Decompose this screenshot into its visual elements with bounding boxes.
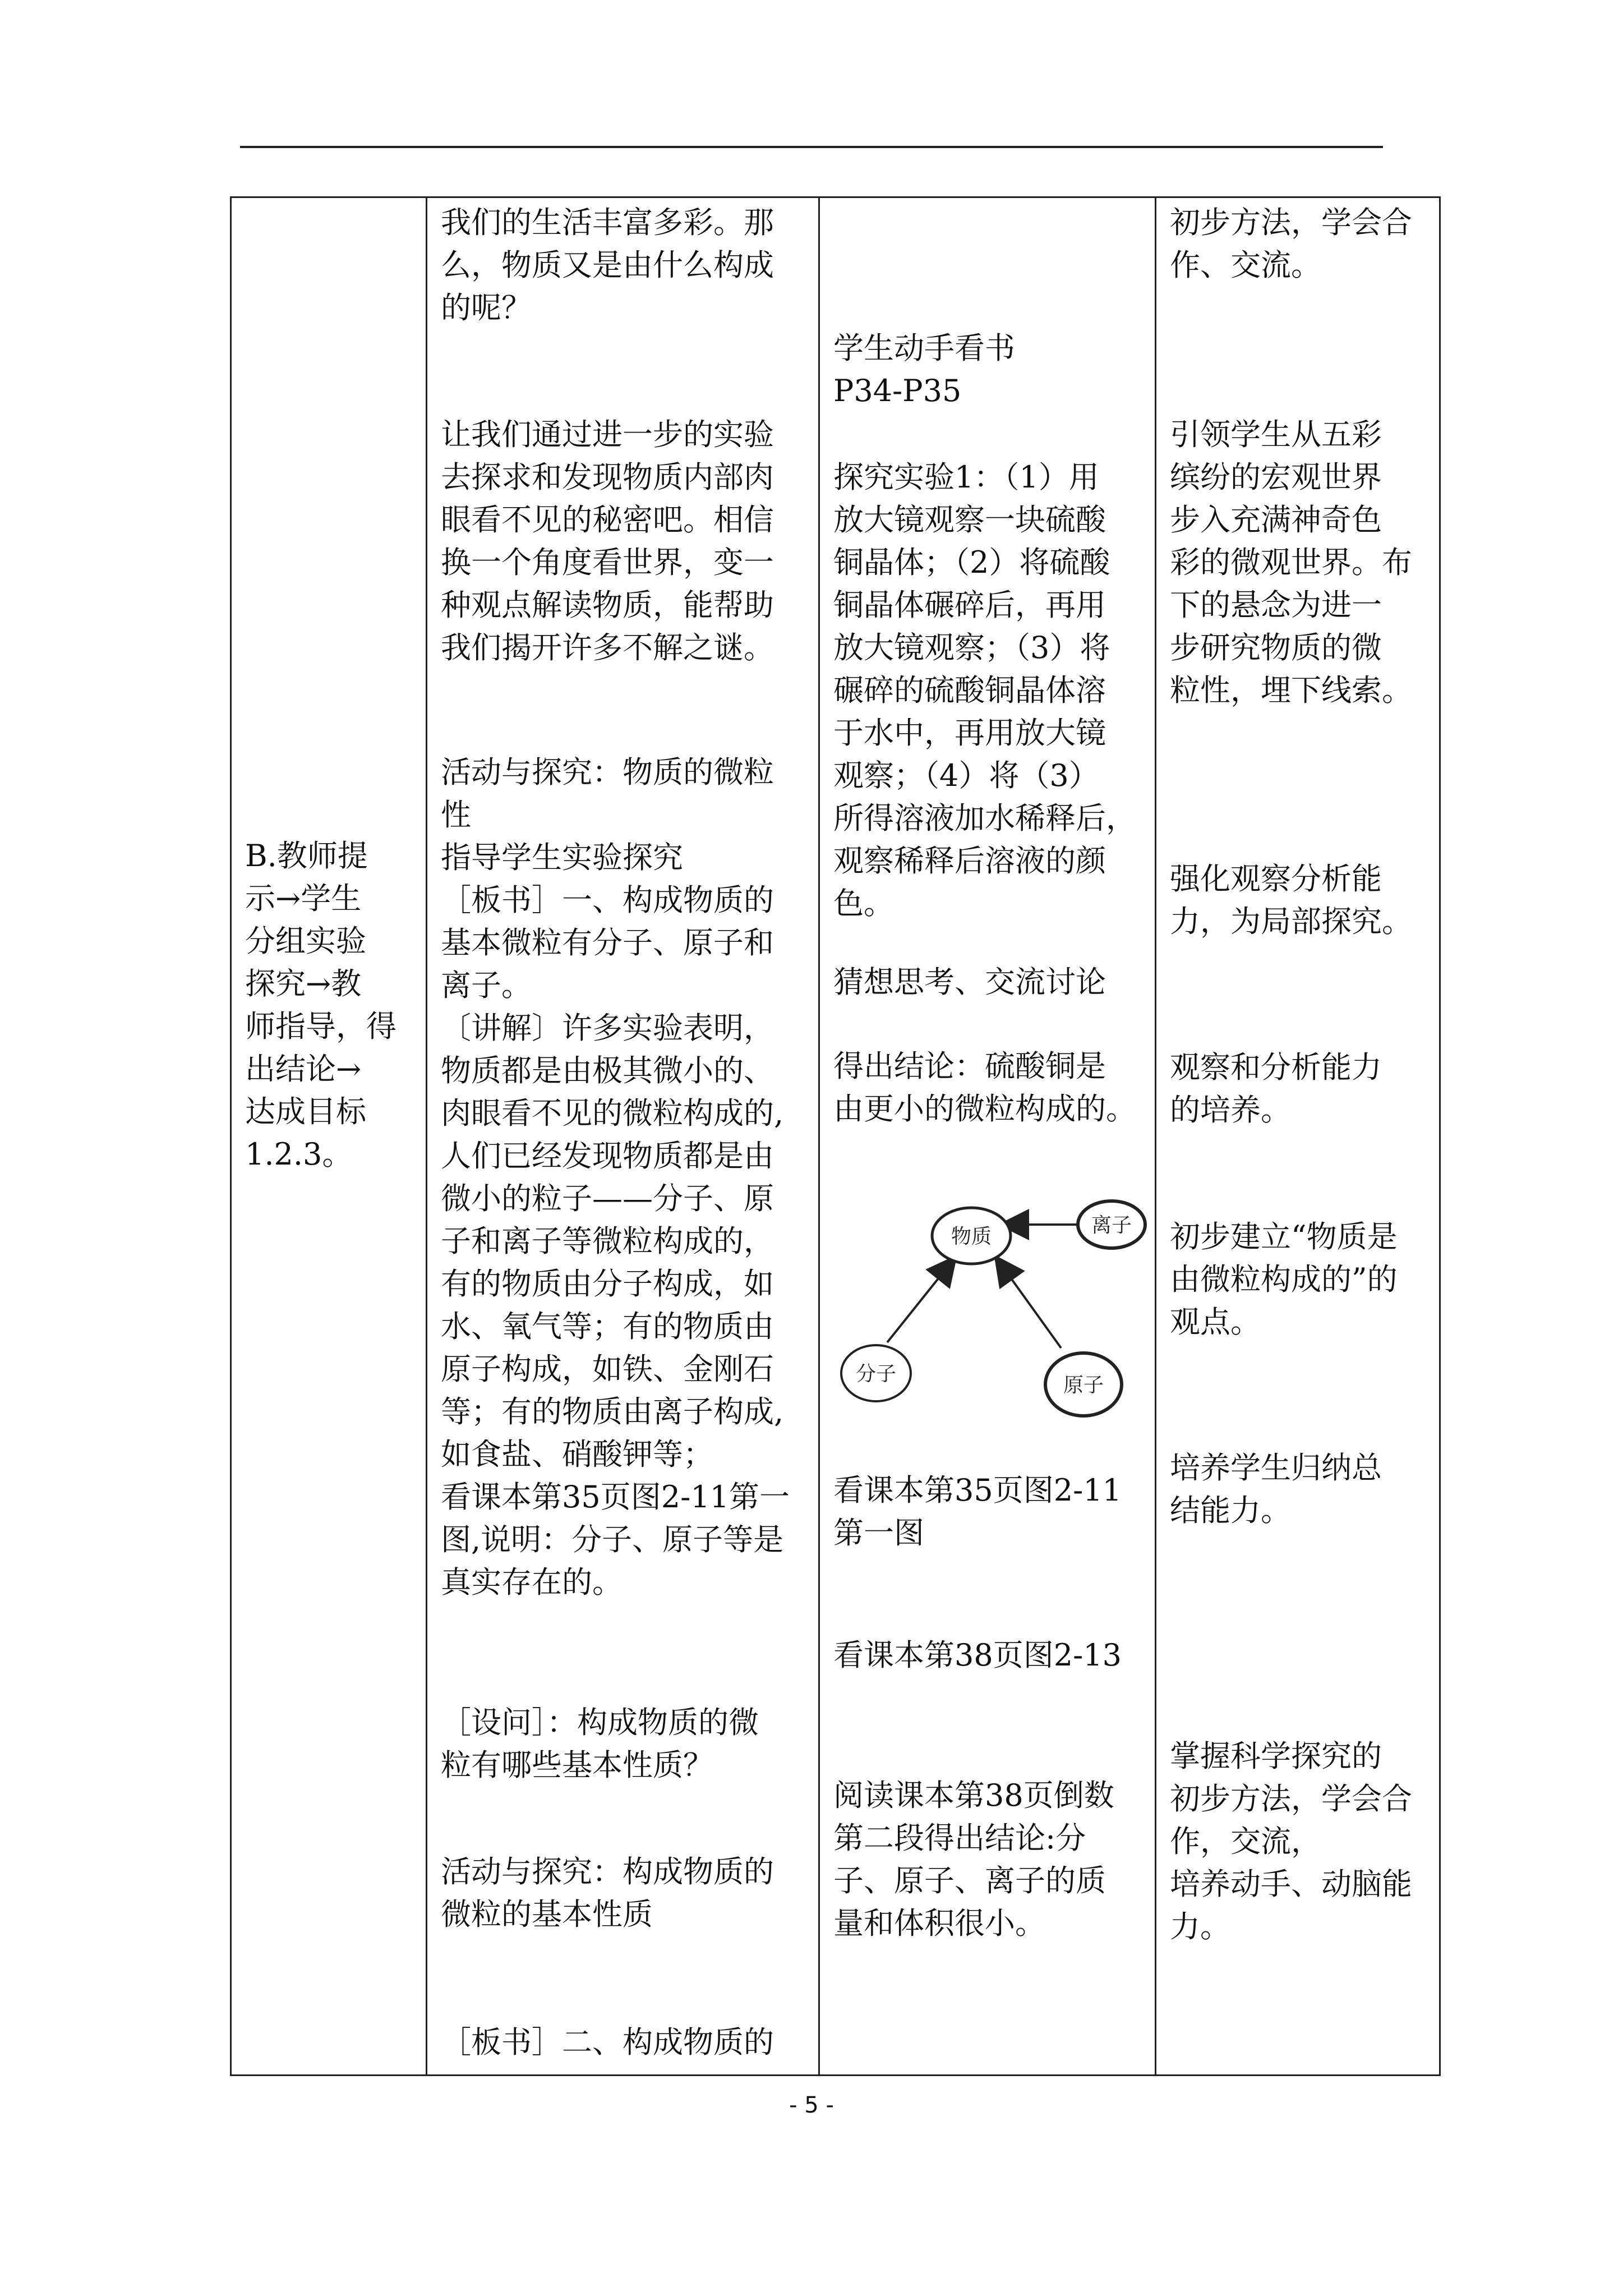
text-line: 换一个角度看世界，变一 [441, 545, 774, 580]
text-line: 我们的生活丰富多彩。那 [441, 205, 774, 240]
student-column [819, 197, 1156, 2076]
text-line: 肉眼看不见的微粒构成的, [441, 1096, 784, 1131]
text-line: ［板书］二、构成物质的 [441, 2024, 774, 2060]
text-line: 活动与探究：构成物质的 [441, 1854, 774, 1889]
text-line: 分组实验 [245, 923, 366, 959]
text-line: 铜晶体碾碎后，再用 [833, 587, 1106, 623]
purpose-3 [1170, 858, 1439, 943]
text-line: 子和离子等微粒构成的， [441, 1223, 774, 1259]
text-line: 性 [441, 797, 471, 832]
purpose-2 [1170, 413, 1439, 712]
arrow-molecule-to-matter [887, 1258, 955, 1342]
text-line: 引领学生从五彩 [1170, 417, 1382, 452]
text-line: 人们已经发现物质都是由 [441, 1138, 774, 1174]
student-fig-1 [833, 1469, 1159, 1554]
text-line: 探究→教 [245, 966, 362, 1001]
teacher-explore [441, 413, 811, 669]
text-line: 有的物质由分子构成，如 [441, 1266, 774, 1301]
text-line: 观点。 [1170, 1304, 1261, 1340]
text-line: 培养学生归纳总 [1170, 1450, 1382, 1485]
text-line: 达成目标 [245, 1094, 366, 1129]
atom-label: 原子 [1063, 1374, 1104, 1397]
text-line: 彩的微观世界。布 [1170, 545, 1412, 580]
text-line: 出结论→ [245, 1051, 362, 1087]
stage-column [231, 197, 427, 2076]
text-line: ［板书］一、构成物质的 [441, 882, 774, 918]
text-line: 步研究物质的微 [1170, 630, 1382, 665]
text-line: 去探求和发现物质内部肉 [441, 459, 774, 495]
teacher-board-2 [441, 2021, 811, 2064]
student-read [833, 327, 1159, 412]
header-rule [240, 146, 1383, 148]
text-line: 第二段得出结论:分 [833, 1820, 1086, 1856]
text-line: 于水中，再用放大镜 [833, 715, 1106, 751]
text-line: 原子构成，如铁、金刚石 [441, 1351, 774, 1387]
text-line: 放大镜观察一块硫酸 [833, 502, 1106, 537]
stage-text [245, 835, 408, 1176]
purpose-5 [1170, 1216, 1439, 1343]
text-line: 示→学生 [245, 881, 362, 916]
text-line: 力，为局部探究。 [1170, 904, 1412, 939]
text-line: 眼看不见的秘密吧。相信 [441, 502, 774, 537]
ion-label: 离子 [1091, 1214, 1132, 1237]
text-line: 作，交流， [1170, 1824, 1321, 1859]
particle-diagram [837, 1174, 1151, 1432]
text-line: 指导学生实验探究 [441, 840, 683, 875]
text-line: 观察；（4）将（3） [833, 758, 1099, 793]
text-line: 由更小的微粒构成的。 [833, 1091, 1136, 1126]
text-line: 作、交流。 [1170, 247, 1321, 283]
matter-label: 物质 [951, 1225, 992, 1248]
text-line: 量和体积很小。 [833, 1906, 1045, 1941]
purpose-6 [1170, 1447, 1439, 1532]
lesson-table [230, 196, 1441, 2076]
student-reading [833, 1774, 1159, 1945]
text-line: 微粒的基本性质 [441, 1897, 653, 1932]
text-line: 下的悬念为进一 [1170, 587, 1382, 623]
teacher-intro [441, 201, 811, 329]
text-line: 初步方法，学会合 [1170, 1781, 1412, 1816]
teacher-question [441, 1701, 811, 1787]
text-line: 微小的粒子——分子、原 [441, 1181, 774, 1216]
text-line: 色。 [833, 886, 894, 921]
text-line: ［设问］：构成物质的微 [441, 1705, 759, 1740]
text-line: 探究实验1：（1）用 [833, 459, 1099, 495]
text-line: 观察和分析能力 [1170, 1050, 1382, 1085]
text-line: 结能力。 [1170, 1493, 1291, 1528]
teacher-activity-2 [441, 1851, 811, 1936]
text-line: 缤纷的宏观世界 [1170, 459, 1382, 495]
text-line: P34-P35 [833, 373, 962, 408]
text-line: 强化观察分析能 [1170, 861, 1382, 896]
student-guess [833, 961, 1159, 1004]
text-line: 子、原子、离子的质 [833, 1863, 1106, 1898]
text-line: 第一图 [833, 1515, 924, 1550]
text-line: 步入充满神奇色 [1170, 502, 1382, 537]
text-line: 铜晶体；（2）将硫酸 [833, 545, 1110, 580]
text-line: 师指导，得 [245, 1009, 396, 1044]
text-line: 等；有的物质由离子构成, [441, 1394, 784, 1429]
text-line: 〔讲解〕许多实验表明， [441, 1010, 774, 1046]
purpose-7 [1170, 1735, 1439, 1948]
student-conclusion [833, 1045, 1159, 1130]
text-line: 阅读课本第38页倒数 [833, 1778, 1114, 1813]
text-line: 水、氧气等；有的物质由 [441, 1309, 774, 1344]
page-number: - 5 - [789, 2092, 834, 2118]
text-line: 培养动手、动脑能 [1170, 1866, 1412, 1902]
text-line: 放大镜观察；（3）将 [833, 630, 1110, 665]
text-line: 力。 [1170, 1909, 1230, 1944]
text-line: 碾碎的硫酸铜晶体溶 [833, 673, 1106, 708]
purpose-column [1156, 197, 1440, 2076]
text-line: 1.2.3。 [245, 1137, 353, 1172]
text-line: 基本微粒有分子、原子和 [441, 925, 774, 960]
text-line: 我们揭开许多不解之谜。 [441, 630, 774, 665]
text-line: 真实存在的。 [441, 1565, 623, 1600]
text-line: 看课本第35页图2-11第一 [441, 1479, 790, 1515]
molecule-label: 分子 [855, 1363, 897, 1386]
teacher-column [427, 197, 819, 2076]
text-line: 学生动手看书 [833, 330, 1015, 366]
text-line: 种观点解读物质，能帮助 [441, 587, 774, 623]
text-line: 初步方法，学会合 [1170, 205, 1412, 240]
text-line: 图,说明：分子、原子等是 [441, 1522, 784, 1557]
text-line: 观察稀释后溶液的颜 [833, 843, 1106, 878]
text-line: 掌握科学探究的 [1170, 1738, 1382, 1774]
text-line: 看课本第35页图2-11 [833, 1473, 1122, 1508]
text-line: 如食盐、硝酸钾等； [441, 1437, 713, 1472]
text-line: 么，物质又是由什么构成 [441, 247, 774, 283]
arrow-atom-to-matter [997, 1258, 1061, 1348]
text-line: 得出结论：硫酸铜是 [833, 1048, 1106, 1084]
student-experiment [833, 456, 1159, 925]
teacher-activity-1 [441, 751, 811, 1604]
text-line: 的培养。 [1170, 1092, 1291, 1128]
text-line: 初步建立“物质是 [1170, 1219, 1398, 1254]
text-line: 离子。 [441, 968, 532, 1003]
student-fig-2 [833, 1634, 1159, 1677]
text-line: 猜想思考、交流讨论 [833, 964, 1106, 1000]
text-line: 看课本第38页图2-13 [833, 1637, 1122, 1673]
purpose-4 [1170, 1046, 1439, 1131]
text-line: 活动与探究：物质的微粒 [441, 754, 774, 790]
text-line: 由微粒构成的”的 [1170, 1262, 1398, 1297]
text-line: B.教师提 [245, 838, 368, 873]
text-line: 物质都是由极其微小的、 [441, 1053, 774, 1088]
text-line: 所得溶液加水稀释后， [833, 800, 1136, 836]
purpose-1 [1170, 201, 1439, 287]
text-line: 粒性，埋下线索。 [1170, 673, 1412, 708]
text-line: 让我们通过进一步的实验 [441, 417, 774, 452]
text-line: 的呢？ [441, 290, 532, 325]
text-line: 粒有哪些基本性质？ [441, 1747, 713, 1783]
